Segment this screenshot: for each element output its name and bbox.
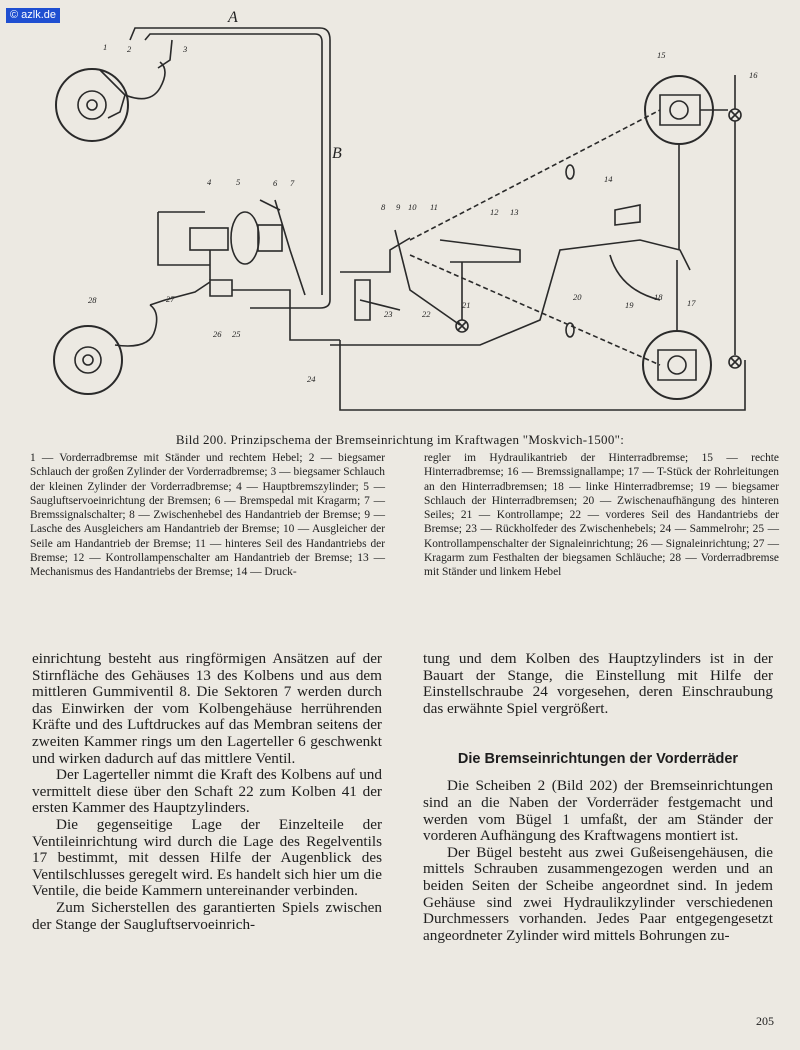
part-number: 17 xyxy=(687,298,696,308)
paragraph: Die gegenseitige Lage der Einzelteile der Ventileinrichtung wird durch die Lage des Regelventils 17 bestimmt, mit dessen Hilfe der Augenblick des Ventilschlusses geregelt wird. Es handelt sich hier um die Ventile, die beide Kammern untereinander verbinden. xyxy=(32,815,382,900)
paragraph: Der Bügel besteht aus zwei Gußeisengehäusen, die mittels Schrauben zusammengezogen werden und an beiden Seiten der Scheibe angeordnet sind. In jedem Gehäuse sind zwei Hydraulikzylinder verschiedenen Durchmessers vorhanden. Jedes Paar entgegengesetzt angeordneter Zylinder wird mittels Bohrungen zu- xyxy=(423,843,773,944)
part-number: 23 xyxy=(384,309,393,319)
part-number: 20 xyxy=(573,292,582,302)
part-number: 15 xyxy=(657,50,666,60)
part-number: 1 xyxy=(103,42,108,52)
paragraph: Die Scheiben 2 (Bild 202) der Bremseinrichtungen sind an die Naben der Vorderräder festgemacht und werden vom Bügel 1 umfaßt, der am Ständer der vorderen Aufhängung des Kraftwagens montiert ist. xyxy=(423,777,773,845)
part-number: 12 xyxy=(490,207,499,217)
body-left-column xyxy=(32,651,382,933)
part-number: 10 xyxy=(408,202,417,212)
line-label-b: B xyxy=(332,145,342,162)
part-number: 3 xyxy=(183,44,188,54)
part-number: 8 xyxy=(381,202,386,212)
part-number: 11 xyxy=(430,202,438,212)
part-number: 28 xyxy=(88,295,97,305)
line-label-a: A xyxy=(228,9,238,26)
part-number: 21 xyxy=(462,300,471,310)
figure-caption: Bild 200. Prinzipschema der Bremseinrichtung im Kraftwagen "Moskvich-1500": xyxy=(175,432,625,447)
legend-left-column xyxy=(30,451,385,580)
part-number: 4 xyxy=(207,177,212,187)
paragraph: einrichtung besteht aus ringförmigen Ansätzen auf der Stirnfläche des Gehäuses 13 des Kolbens und aus dem mittleren Gummiventil 8. Die Sektoren 7 werden durch das Einwirken der vom Kolbengehäuse herrührenden Kräfte und des Luftdruckes auf das Membran seitens der zweiten Kammer rings um den Lagerteller 6 geschwenkt und wirken dadurch auf das mittlere Ventil. xyxy=(32,650,382,767)
part-number: 18 xyxy=(654,292,663,302)
paragraph: tung und dem Kolben des Hauptzylinders ist in der Bauart der Stange, die Einstellung mit Hilfe der Einstellschraube 24 vorgesehen, deren Einschraubung das erwähnte Spiel vergrößert. xyxy=(423,650,773,717)
part-number: 26 xyxy=(213,329,222,339)
paragraph: Zum Sicherstellen des garantierten Spiels zwischen der Stange der Saugluftservoeinrich- xyxy=(32,898,382,933)
part-number: 9 xyxy=(396,202,401,212)
part-number: 16 xyxy=(749,70,758,80)
legend-text: 1 — Vorderradbremse mit Ständer und rechtem Hebel; 2 — biegsamer Schlauch der großen Zylinder der Vorderradbremse; 3 — biegsamer Schlauch der kleinen Zylinder der Vorderradbremse; 4 — Hauptbremszylinder; 5 — Saugluftservoeinrichtung der Bremsen; 6 — Bremspedal mit Kragarm; 7 — Bremssignalschalter; 8 — Zwischenhebel des Handantrieb der Bremse; 9 — Lasche des Ausgleichers am Handantrieb der Bremse; 10 — Ausgleicher der Seile am Handantrieb der Bremse; 11 — hinteres Seil des Handantriebs der Bremse; 12 — Kontrollampenschalter am Handantrieb der Bremse; 13 — Mechanismus des Handantriebs der Bremse; 14 — Druck- xyxy=(30,452,385,579)
part-number: 13 xyxy=(510,207,519,217)
diagram-labels xyxy=(40,0,800,430)
watermark: © azlk.de xyxy=(6,8,60,23)
section-heading: Die Bremseinrichtungen der Vorderräder xyxy=(457,751,739,768)
part-number: 2 xyxy=(127,44,132,54)
part-number: 25 xyxy=(232,329,241,339)
part-number: 5 xyxy=(236,177,241,187)
part-number: 22 xyxy=(422,309,431,319)
part-number: 24 xyxy=(307,374,316,384)
part-number: 19 xyxy=(625,300,634,310)
paragraph: Der Lagerteller nimmt die Kraft des Kolbens auf und vermittelt diese über den Schaft 22 zum Kolben 41 der ersten Kammer des Hauptzylinders. xyxy=(32,766,382,817)
brake-system-diagram xyxy=(40,0,800,430)
part-number: 7 xyxy=(290,178,295,188)
legend-text: regler im Hydraulikantrieb der Hinterradbremse; 15 — rechte Hinterradbremse; 16 — Bremssignallampe; 17 — T-Stück der Rohrleitungen an den Hinterradbremsen; 18 — linke Hinterradbremse; 19 — biegsamer Schlauch der Hinterradbremsen; 20 — Zwischenaufhängung des hinteren Seiles; 21 — Kontrollampe; 22 — vorderes Seil des Handantriebs der Bremse; 23 — Rückholfeder des Zwischenhebels; 24 — Sammelrohr; 25 — Kontrollampenschalter der Signaleinrichtung; 26 — Signaleinrichtung; 27 — Kragarm zum Festhalten der biegsamen Schläuche; 28 — Vorderradbremse mit Ständer und linkem Hebel xyxy=(424,452,779,579)
part-number: 6 xyxy=(273,178,278,188)
page-number: 205 xyxy=(756,1014,774,1028)
body-right-column xyxy=(423,651,773,944)
legend-right-column xyxy=(424,451,779,580)
part-number: 27 xyxy=(166,294,175,304)
part-number: 14 xyxy=(604,174,613,184)
